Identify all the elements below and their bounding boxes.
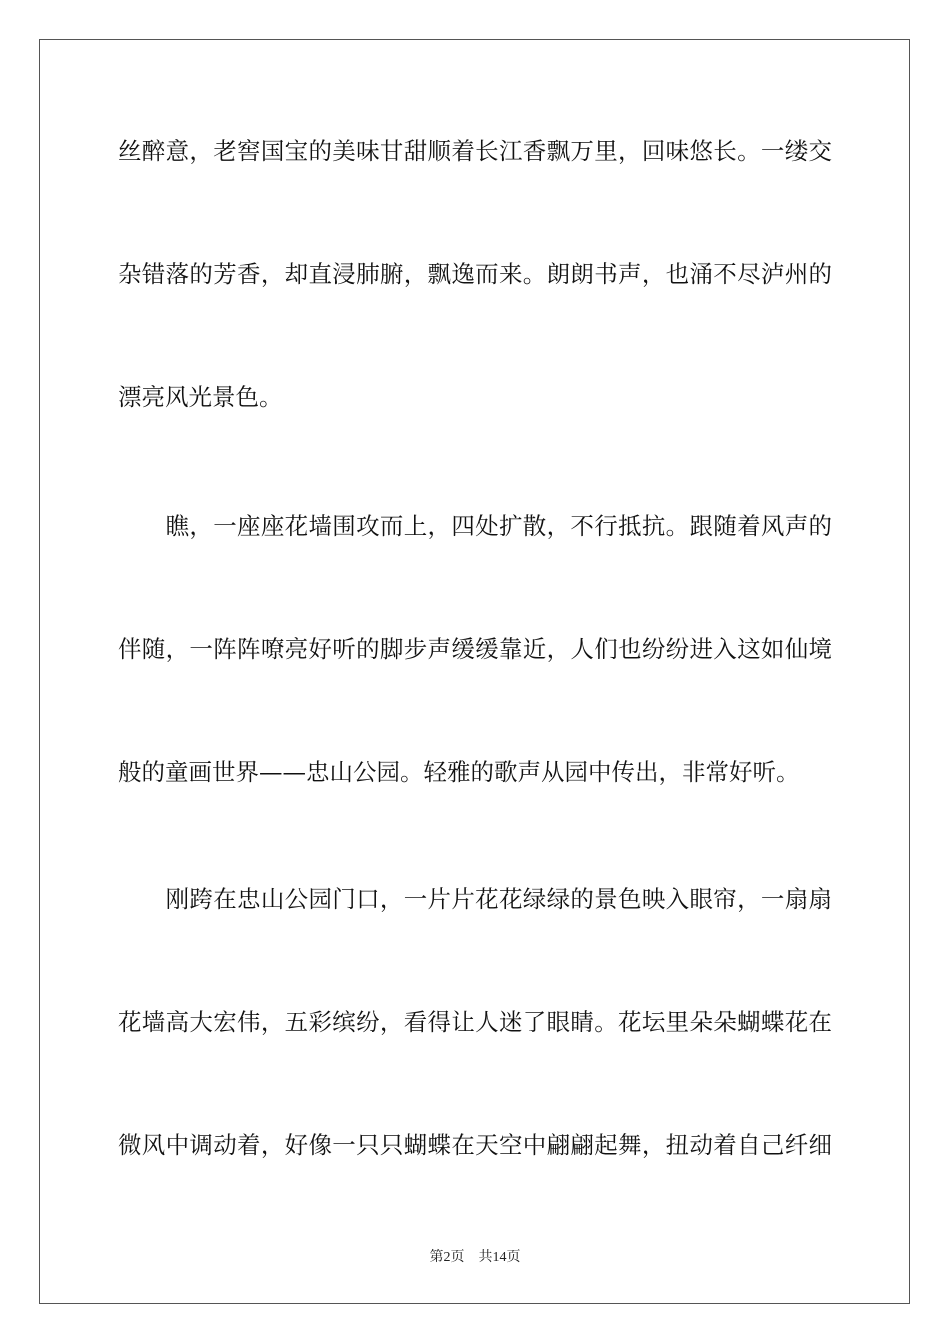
total-pages: 共14页 xyxy=(478,1250,521,1265)
page-footer xyxy=(0,1246,950,1266)
text-line-9: 微风中调动着，好像一只只蝴蝶在天空中翩翩起舞，扭动着自己纤细 xyxy=(118,1131,832,1159)
text-line-2: 杂错落的芳香，却直浸肺腑，飘逸而来。朗朗书声，也涌不尽泸州的 xyxy=(118,260,832,288)
text-line-4: 瞧，一座座花墙围攻而上，四处扩散，不行抵抗。跟随着风声的 xyxy=(118,512,832,540)
page-number: 第2页 xyxy=(429,1250,465,1265)
text-line-6: 般的童画世界——忠山公园。轻雅的歌声从园中传出，非常好听。 xyxy=(118,758,800,786)
text-line-7: 刚跨在忠山公园门口，一片片花花绿绿的景色映入眼帘，一扇扇 xyxy=(118,885,832,913)
text-line-1: 丝醉意，老窖国宝的美味甘甜顺着长江香飘万里，回味悠长。一缕交 xyxy=(118,137,832,165)
page-border xyxy=(39,39,910,1304)
text-line-3: 漂亮风光景色。 xyxy=(118,383,283,411)
text-line-5: 伴随，一阵阵嘹亮好听的脚步声缓缓靠近，人们也纷纷进入这如仙境 xyxy=(118,635,832,663)
text-line-8: 花墙高大宏伟，五彩缤纷，看得让人迷了眼睛。花坛里朵朵蝴蝶花在 xyxy=(118,1008,832,1036)
